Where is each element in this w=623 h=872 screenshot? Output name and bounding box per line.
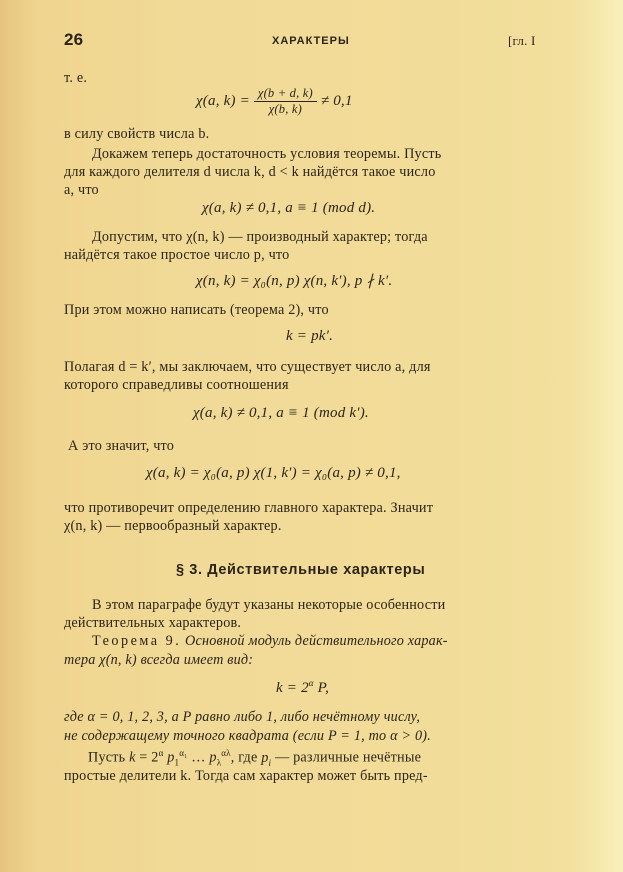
paragraph-line: a, что (64, 182, 99, 198)
equation-4: k = pk′. (286, 328, 334, 344)
theorem-text: тера χ(n, k) всегда имеет вид: (64, 652, 254, 668)
paragraph-line: А это значит, что (68, 438, 175, 454)
text-line: в силу свойств числа b. (64, 126, 210, 142)
paragraph-line: что противоречит определению главного характера. Значит (64, 500, 434, 516)
theorem-text: не содержащему точного квадрата (если P = 1, то α > 0). (64, 728, 431, 744)
equation-1 (196, 86, 353, 117)
text-line: т. е. (64, 70, 88, 86)
paragraph-line: Полагая d = k′, мы заключаем, что существует число a, для (64, 359, 431, 375)
paragraph-line: При этом можно написать (теорема 2), что (64, 302, 329, 318)
section-heading: § 3. Действительные характеры (176, 562, 426, 578)
paragraph-line: простые делители k. Тогда сам характер может быть пред- (64, 768, 428, 784)
running-title: ХАРАКТЕРЫ (272, 35, 350, 47)
paragraph-line: которого справедливы соотношения (64, 377, 289, 393)
eq1-fraction (254, 86, 317, 117)
equation-3: χ(n, k) = χ₀(n, p) χ(n, k′), p ∤ k′. (196, 273, 393, 289)
equation-6: χ(a, k) = χ₀(a, p) χ(1, k′) = χ₀(a, p) ≠ 0,1, (146, 465, 401, 481)
equation-5: χ(a, k) ≠ 0,1, a ≡ 1 (mod k′). (193, 405, 369, 421)
paragraph-line: Докажем теперь достаточность условия теоремы. Пусть (92, 146, 442, 162)
paragraph-line: действительных характеров. (64, 615, 242, 631)
eq1-lhs: χ(a, k) = (196, 92, 254, 109)
paragraph-line: Пусть $k = 2^\alpha$ $p_1^{\alpha_1}$ … $p_\lambda^{\alpha\lambda}$, где $p_i$ — различные нечётные (88, 748, 422, 768)
eq1-numerator: χ(b + d, k) (254, 86, 317, 102)
paragraph-line: найдётся такое простое число p, что (64, 247, 290, 263)
paragraph-line: В этом параграфе будут указаны некоторые особенности (92, 597, 446, 613)
theorem-statement (92, 633, 448, 650)
eq1-rhs: ≠ 0,1 (316, 92, 353, 109)
page-number: 26 (64, 30, 84, 49)
paragraph-line: χ(n, k) — первообразный характер. (64, 518, 282, 534)
eq1-denominator: χ(b, k) (268, 102, 303, 116)
equation-2: χ(a, k) ≠ 0,1, a ≡ 1 (mod d). (202, 200, 376, 216)
theorem-text: где α = 0, 1, 2, 3, а P равно либо 1, либо нечётному числу, (64, 709, 421, 725)
equation-7: $k = 2^\alpha$ P, (276, 678, 330, 696)
chapter-marker: [гл. I (508, 33, 536, 48)
paragraph-line: Допустим, что χ(n, k) — производный характер; тогда (92, 229, 428, 245)
theorem-text: Основной модуль действительного харак- (185, 633, 448, 649)
paragraph-line: для каждого делителя d числа k, d < k найдётся такое число (64, 164, 436, 180)
theorem-label: Теорема 9. (92, 633, 182, 649)
